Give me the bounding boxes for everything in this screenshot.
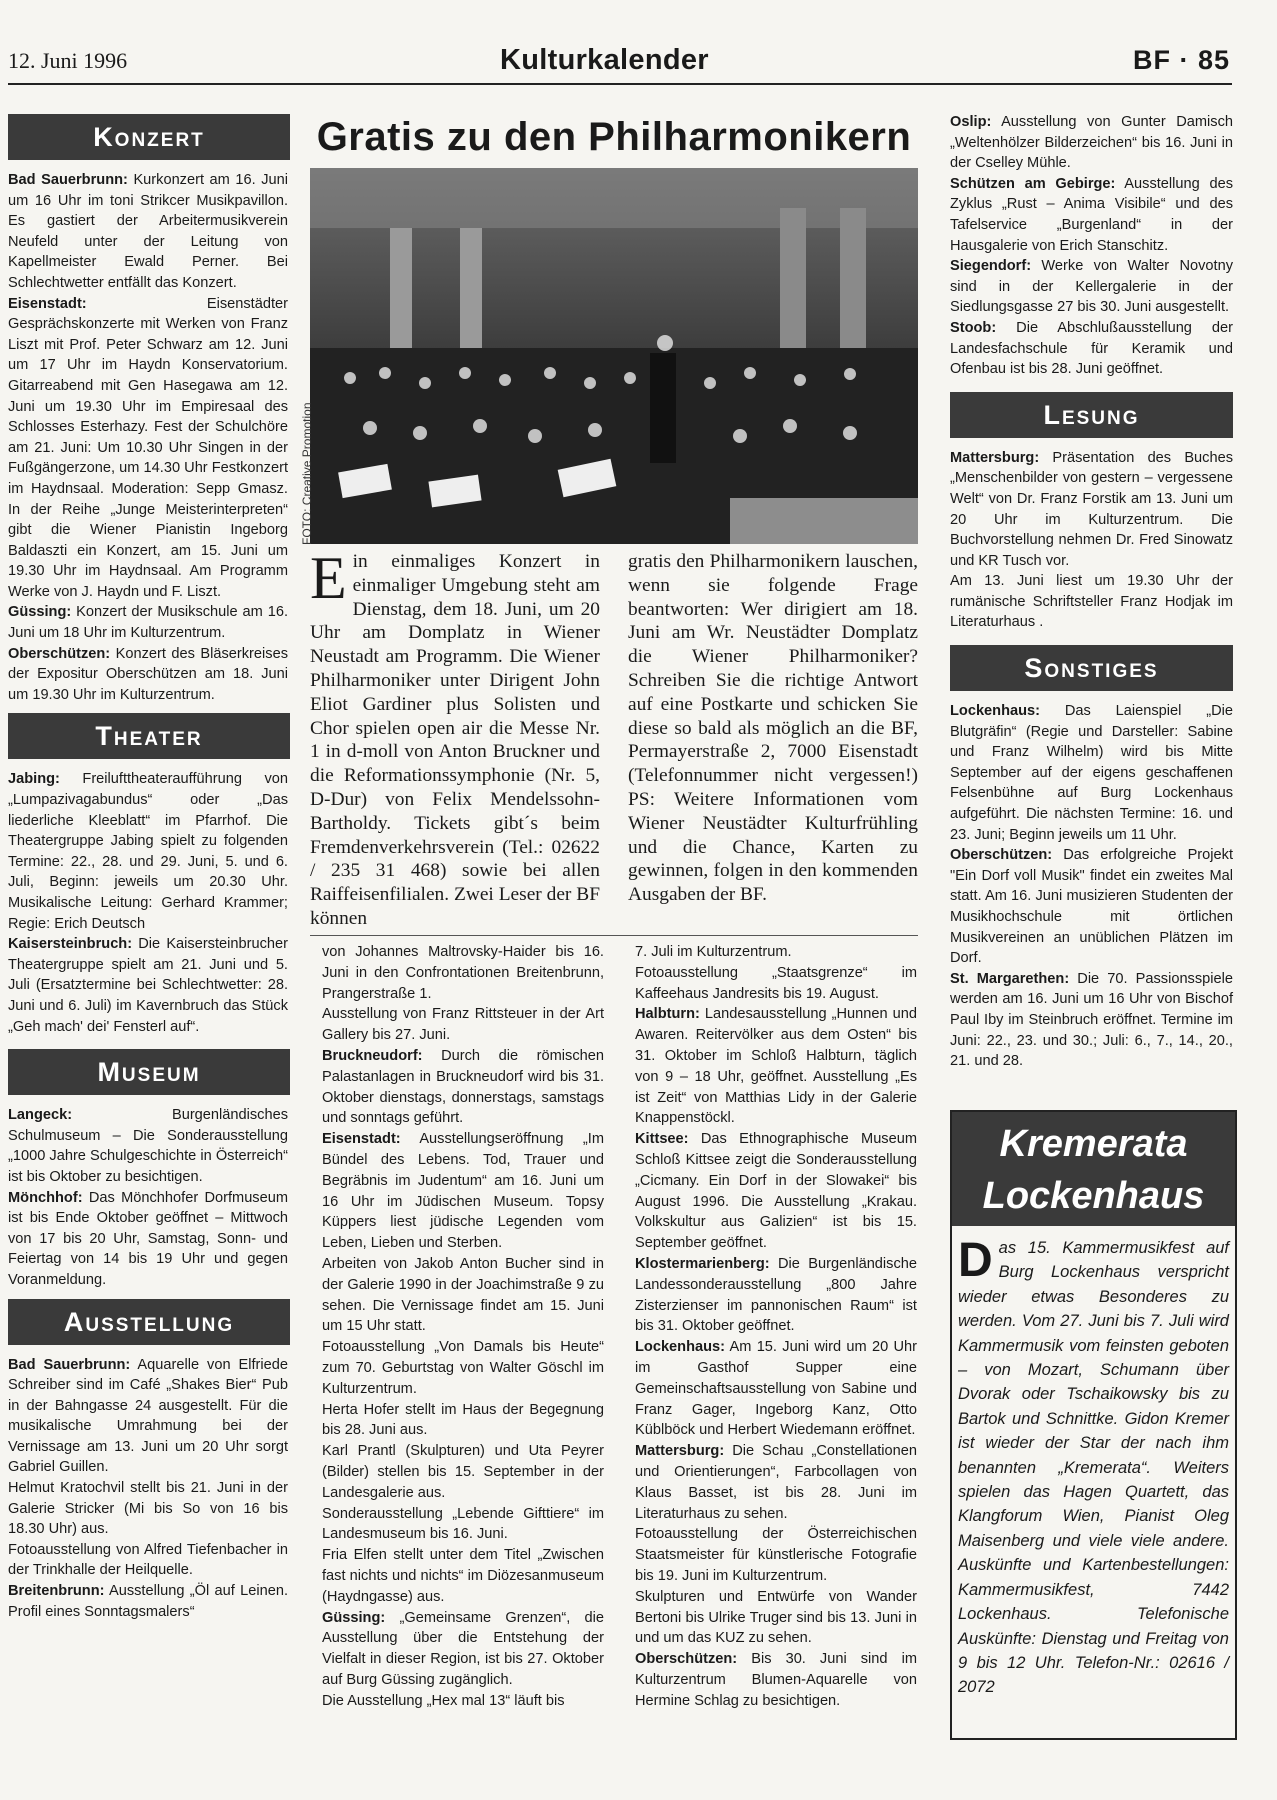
- listing-entry: [8, 1355, 288, 1479]
- listing-text: Die Ausstellung „Hex mal 13“ läuft bis: [322, 1692, 565, 1709]
- listing-text: Skulpturen und Entwürfe von Wander Bertoni bis Ulrike Truger sind bis 13. Juni in und um das KUZ zu sehen.: [635, 1588, 917, 1647]
- listing-place: Oslip:: [950, 114, 992, 130]
- article-headline: Gratis zu den Philharmonikern: [316, 115, 912, 159]
- listing-place: St. Margarethen:: [950, 970, 1070, 987]
- ausstellung-list-right: [950, 112, 1233, 380]
- listing-text: Präsentation des Buches „Menschenbilder von gestern – vergessene Welt“ von Dr. Franz Forstik am 13. Juni um 20 Uhr im Kulturzentrum. Die Buchvorstellung nehmen Dr. Fred Sinowatz und KR Tusch vor.: [950, 449, 1233, 569]
- listing-entry: [950, 571, 1233, 633]
- listing-entry: [8, 1188, 288, 1291]
- museum-list: [8, 1105, 288, 1290]
- listing-text: Am 15. Juni wird um 20 Uhr im Gasthof Supper eine Gemeinschaftsausstellung von Sabine und Franz Gager, Ingeborg Kanz, Otto Küblböck und Herbert Wiedemann eröffnet.: [635, 1339, 917, 1439]
- article-text-1: in einmaliges Konzert in einmaliger Umgebung steht am Dienstag, dem 18. Juni, um 20 Uhr am Domplatz in Wiener Neustadt am Programm. Die Wiener Philharmoniker unter Dirigent John Eliot Gardiner plus Solisten und Chor spielen open air die Messe Nr. 1 in d-moll von Anton Bruckner und die Reformationssymphonie (Nr. 5, D-Dur) von Felix Mendelssohn-Bartholdy. Tickets gibt´s beim Fremdenverkehrsverein (Tel.: 02622 / 235 31 468) sowie bei allen Raiffeisenfilialen. Zwei Leser der BF können: [310, 551, 600, 929]
- listing-text: Fotoausstellung der Österreichischen Staatsmeister für künstlerische Fotografie bis 19. Juni im Kulturzentrum.: [635, 1526, 917, 1584]
- listing-entry: [950, 318, 1233, 380]
- listing-text: Burgenländisches Schulmuseum – Die Sonderausstellung „1000 Jahre Schulgeschichte in Österreich“ ist bis Oktober zu besichtigen.: [8, 1107, 288, 1185]
- listing-text: Das Mönchhofer Dorfmuseum ist bis Ende Oktober geöffnet – Mittwoch von 17 bis 20 Uhr, Samstag, Sonn- und Feiertag von 14 bis 19 Uhr und gegen Voranmeldung.: [8, 1189, 288, 1288]
- listing-text: Helmut Kratochvil stellt bis 21. Juni in der Galerie Stricker (Mi bis So von 16 bis 18.30 Uhr) aus.: [8, 1480, 288, 1538]
- ausstellung-column-center-a: [322, 942, 604, 1711]
- listing-text: Sonderausstellung „Lebende Gifttiere“ im Landesmuseum bis 16. Juni.: [322, 1505, 604, 1543]
- column-left: [8, 114, 288, 1622]
- section-banner-lesung: Lesung: [950, 392, 1233, 438]
- listing-entry: [8, 170, 288, 294]
- konzert-list: [8, 170, 288, 705]
- page-number: BF · 85: [1132, 45, 1230, 75]
- kremerata-dropcap: D: [958, 1234, 993, 1287]
- article-text-2: gratis den Philharmonikern lauschen, wenn sie folgende Frage beantworten: Wer dirigiert am 18. Juni am Wr. Neustädter Domplatz die Wiener Philharmoniker? Schreiben Sie die richtige Antwort auf eine Postkarte und schicken Sie diese so bald als möglich an die BF, Permayerstraße 2, 7000 Eisenstadt (Telefonnummer nicht vergessen!) PS: Weitere Informationen vom Wiener Neustädter Kulturfrühling und die Chance, Karten zu gewinnen, folgen in den kommenden Ausgaben der BF.: [628, 551, 918, 906]
- listing-text: Kurkonzert am 16. Juni um 16 Uhr im toni Strikcer Musikpavillon. Es gastiert der Arbeitermusikverein Neufeld unter der Leitung von Kapellmeister Ewald Perner. Bei Schlechtwetter entfällt das Konzert.: [8, 172, 288, 291]
- listing-entry: [950, 112, 1233, 174]
- listing-text: Ausstellungseröffnung „Im Bündel des Lebens. Tod, Trauer und Begräbnis im Judentum“ am 16. Juni um 16 Uhr im Jüdischen Museum. Topsy Küppers liest jüdische Legenden vom Leben, Lieben und Sterben.: [322, 1131, 604, 1252]
- listing-place: Kittsee:: [635, 1131, 689, 1148]
- listing-entry: [8, 1478, 288, 1540]
- listing-text: „Gemeinsame Grenzen“, die Ausstellung über die Entstehung der Vielfalt in dieser Region, ist bis 27. Oktober auf Burg Güssing zugänglich.: [322, 1609, 604, 1688]
- listing-entry: [322, 942, 604, 1004]
- listing-text: von Johannes Maltrovsky-Haider bis 16. Juni in den Confrontationen Breitenbrunn, Prangerstraße 1.: [322, 944, 604, 1002]
- listing-text: Arbeiten von Jakob Anton Bucher sind in der Galerie 1990 in der Joachimstraße 9 zu sehen. Die Vernissage findet am 15. Juni um 15 Uhr statt.: [322, 1255, 604, 1335]
- ausstellung-list-left: [8, 1355, 288, 1623]
- lesung-list: [950, 448, 1233, 633]
- listing-entry: [322, 1046, 604, 1129]
- listing-entry: [950, 969, 1233, 1072]
- listing-text: Ausstellung von Franz Rittsteuer in der Art Gallery bis 27. Juni.: [322, 1006, 604, 1044]
- listing-place: Siegendorf:: [950, 258, 1032, 275]
- listing-entry: [635, 1524, 917, 1586]
- article-dropcap: E: [310, 545, 347, 611]
- listing-text: Werke von Walter Novotny sind in der Kellergalerie in der Siedlungsgasse 27 bis 30. Juni ausgestellt.: [950, 258, 1233, 316]
- listing-place: Lockenhaus:: [950, 703, 1041, 720]
- listing-entry: [8, 294, 288, 603]
- listing-entry: [635, 1587, 917, 1649]
- column-right: [950, 112, 1233, 1072]
- listing-text: Herta Hofer stellt im Haus der Begegnung bis 28. Juni aus.: [322, 1401, 604, 1439]
- issue-date: 12. Juni 1996: [8, 48, 128, 73]
- kremerata-box: [950, 1110, 1237, 1740]
- listing-text: Die Schau „Constellationen und Orientierungen“, Farbcollagen von Klaus Basset, ist bis 28. Juni im Literaturhaus zu sehen.: [635, 1443, 917, 1522]
- listing-place: Oberschützen:: [8, 645, 111, 662]
- listing-text: Die Burgenländische Landessonderausstellung „800 Jahre Zisterzienser im pannonischen Raum“ ist bis 31. Oktober geöffnet.: [635, 1255, 917, 1335]
- kremerata-title: Kremerata Lockenhaus: [952, 1112, 1235, 1226]
- listing-text: Ausstellung des Zyklus „Rust – Anima Visibile“ und des Tafelservice „Burgenland“ in der Hausgalerie von Erich Stanschitz.: [950, 175, 1233, 254]
- listing-text: Das Laienspiel „Die Blutgräfin“ (Regie und Darsteller: Sabine und Franz Wilhelm) wird bis Mitte September auf der eigens geschaffenen Felsenbühne auf Burg Lockenhaus aufgeführt. Die nächsten Termine: 16. und 23. Juni; Beginn jeweils um 11 Uhr.: [950, 703, 1233, 843]
- listing-place: Bad Sauerbrunn:: [8, 1356, 131, 1373]
- listing-place: Lockenhaus:: [635, 1339, 726, 1356]
- listing-entry: [635, 1441, 917, 1524]
- sonstiges-list: [950, 701, 1233, 1072]
- listing-place: Mönchhof:: [8, 1189, 83, 1206]
- section-banner-theater: Theater: [8, 713, 290, 759]
- listing-text: Das Ethnographische Museum Schloß Kittsee zeigt die Sonderausstellung „Cicmany. Ein Dorf in der Slowakei“ bis August 1996. Die Ausstellung „Krakau. Volkskultur aus Galizien“ ist bis 15. September geöffnet.: [635, 1131, 917, 1252]
- theater-list: [8, 769, 288, 1037]
- listing-entry: [635, 1337, 917, 1441]
- listing-entry: [8, 644, 288, 706]
- page-header: [0, 42, 1240, 84]
- listing-entry: [8, 1540, 288, 1581]
- listing-entry: [635, 1004, 917, 1129]
- listing-entry: [322, 1004, 604, 1046]
- listing-place: Schützen am Gebirge:: [950, 175, 1116, 192]
- listing-text: Die 70. Passionsspiele werden am 16. Juni um 16 Uhr von Bischof Paul Iby im Steinbruch eröffnet. Termine im Juni: 22., 23. und 30.; Juli: 6., 7., 14., 20., 21. und 28.: [950, 970, 1233, 1070]
- listing-entry: [635, 1129, 917, 1254]
- listing-entry: [950, 174, 1233, 256]
- page-title: Kulturkalender: [500, 44, 709, 76]
- listing-text: Fria Elfen stellt unter dem Titel „Zwischen fast nichts und nichts“ im Diözesanmuseum (Haydngasse) aus.: [322, 1547, 604, 1605]
- listing-entry: [635, 1649, 917, 1711]
- header-rule: [8, 83, 1232, 85]
- listing-place: Halbturn:: [635, 1006, 700, 1023]
- listing-text: Am 13. Juni liest um 19.30 Uhr der rumänische Schriftsteller Franz Hodjak im Literaturhaus .: [950, 573, 1233, 631]
- listing-place: Oberschützen:: [635, 1651, 738, 1668]
- listing-text: Fotoausstellung „Von Damals bis Heute“ zum 70. Geburtstag von Walter Göschl im Kulturzentrum.: [322, 1339, 604, 1397]
- article: [310, 114, 918, 929]
- listing-entry: [950, 845, 1233, 969]
- listing-entry: [322, 1545, 604, 1607]
- article-column-2: [628, 550, 918, 907]
- listing-place: Mattersburg:: [950, 449, 1040, 466]
- listing-text: Aquarelle von Elfriede Schreiber sind im Café „Shakes Bier“ Pub in der Bahngasse 24 ausgestellt. Für die musikalische Umrahmung bei der Vernissage am 13. Juni um 20 Uhr sorgt Gabriel Guillen.: [8, 1356, 288, 1476]
- photo-credit: FOTO: Creative Promotion: [300, 402, 314, 545]
- listing-text: Konzert der Musikschule am 16. Juni um 18 Uhr im Kulturzentrum.: [8, 604, 288, 642]
- listing-entry: [322, 1129, 604, 1254]
- listing-place: Güssing:: [322, 1609, 386, 1626]
- listing-text: Eisenstädter Gesprächskonzerte mit Werken von Franz Liszt mit Prof. Peter Schwarz am 12. Juni um 17 Uhr im Haydn Konservatorium. Gitarreabend mit Gen Hasegawa am 12. Juni um 19.30 Uhr im Empiresaal des Schlosses Esterhazy. Fest der Schulchöre am 21. Juni: Um 10.30 Uhr Singen in der Fußgängerzone, um 14.30 Uhr Festkonzert im Haydnsaal. Moderation: Sepp Gmasz. In der Reihe „Junge Meisterinterpreten“ gibt die Wiener Pianistin Ingeborg Baldaszti ein Konzert, am 15. Juni um 19.30 Uhr im Haydnsaal. Am Programm Werke von J. Haydn und F. Liszt.: [8, 295, 288, 600]
- article-column-1: [310, 545, 600, 931]
- listing-place: Stoob:: [950, 319, 997, 336]
- listing-entry: [322, 1608, 604, 1691]
- listing-place: Breitenbrunn:: [8, 1583, 105, 1600]
- listing-entry: [8, 1105, 288, 1187]
- listing-text: Karl Prantl (Skulpturen) und Uta Peyrer (Bilder) stellen bis 15. September in der Landesgalerie aus.: [322, 1443, 604, 1501]
- listing-entry: [8, 769, 288, 934]
- listing-place: Bad Sauerbrunn:: [8, 172, 128, 188]
- listing-place: Klostermarienberg:: [635, 1255, 770, 1272]
- listing-text: Das erfolgreiche Projekt "Ein Dorf voll Musik" findet ein zweites Mal statt. Am 16. Juni musizieren Studenten der Musikhochschule mit örtlichen Musikvereinen an unüblichen Plätzen im Dorf.: [950, 847, 1233, 967]
- listing-text: 7. Juli im Kulturzentrum.: [635, 944, 792, 960]
- listing-text: Die Abschlußausstellung der Landesfachschule für Keramik und Ofenbau ist bis 28. Juni geöffnet.: [950, 319, 1233, 378]
- listing-place: Jabing:: [8, 771, 60, 788]
- listing-entry: [322, 1504, 604, 1546]
- listing-entry: [8, 602, 288, 643]
- section-banner-konzert: Konzert: [8, 114, 290, 160]
- listing-place: Eisenstadt:: [322, 1131, 401, 1148]
- listing-entry: [950, 256, 1233, 318]
- section-banner-museum: Museum: [8, 1049, 290, 1095]
- listing-text: Freilufttheateraufführung von „Lumpazivagabundus“ oder „Das liederliche Kleeblatt“ im Pfarrhof. Die Theatergruppe Jabing spielt zu folgenden Termine: 22., 28. und 29. Juni, 5. und 6. Juli, Beginn: jeweils um 20.30 Uhr. Musikalische Leitung: Gerhard Krammer; Regie: Erich Deutsch: [8, 771, 288, 932]
- ausstellung-column-center-b: [635, 942, 917, 1711]
- listing-place: Kaisersteinbruch:: [8, 936, 133, 953]
- listing-place: Langeck:: [8, 1107, 73, 1124]
- listing-entry: [950, 448, 1233, 572]
- article-rule: [310, 935, 918, 936]
- listing-place: Mattersburg:: [635, 1443, 725, 1460]
- section-banner-ausstellung: Ausstellung: [8, 1299, 290, 1345]
- orchestra-photo: [310, 168, 918, 544]
- listing-text: Ausstellung „Öl auf Leinen. Profil eines Sonntagsmalers“: [8, 1583, 288, 1620]
- listing-text: Bis 30. Juni sind im Kulturzentrum Blumen-Aquarelle von Hermine Schlag zu besichtigen.: [635, 1651, 917, 1709]
- listing-entry: [635, 963, 917, 1005]
- listing-place: Oberschützen:: [950, 847, 1053, 864]
- listing-text: Fotoausstellung von Alfred Tiefenbacher in der Trinkhalle der Heilquelle.: [8, 1541, 288, 1579]
- listing-text: Konzert des Bläserkreises der Expositur Oberschützen am 18. Juni um 19.30 Uhr im Kulturzentrum.: [8, 645, 288, 703]
- listing-entry: [322, 1691, 604, 1712]
- listing-entry: [322, 1337, 604, 1399]
- orchestra-photo-illustration: [310, 168, 918, 544]
- listing-place: Bruckneudorf:: [322, 1047, 423, 1064]
- listing-entry: [635, 942, 917, 963]
- listing-entry: [322, 1254, 604, 1337]
- listing-entry: [322, 1441, 604, 1503]
- section-banner-sonstiges: Sonstiges: [950, 645, 1233, 691]
- listing-entry: [635, 1254, 917, 1337]
- listing-entry: [322, 1400, 604, 1442]
- kremerata-body: [952, 1236, 1235, 1700]
- listing-text: Fotoausstellung „Staatsgrenze“ im Kaffeehaus Jandresits bis 19. August.: [635, 964, 917, 1002]
- listing-place: Güssing:: [8, 604, 72, 621]
- listing-text: Ausstellung von Gunter Damisch „Weltenhölzer Bilderzeichen“ bis 16. Juni in der Cselley Mühle.: [950, 114, 1233, 172]
- listing-text: Landesausstellung „Hunnen und Awaren. Reitervölker aus dem Osten“ bis 31. Oktober im Schloß Halbturn, täglich von 9 – 18 Uhr, geöffnet. Ausstellung „Es ist Zeit“ von Matthias Lidy in der Galerie Knappenstöckl.: [635, 1006, 917, 1127]
- listing-place: Eisenstadt:: [8, 295, 87, 312]
- listing-text: Die Kaisersteinbrucher Theatergruppe spielt am 21. Juni und 5. Juli (Ersatztermine bei Schlechtwetter: 28. Juni und 6. Juli) im Kavernbruch das Stück „Geh mach' dei' Fensterl auf“.: [8, 936, 288, 1035]
- listing-entry: [8, 934, 288, 1037]
- listing-entry: [950, 701, 1233, 845]
- kremerata-text: as 15. Kammermusikfest auf Burg Lockenhaus verspricht wieder etwas Besonderes zu werden. Vom 27. Juni bis 7. Juli wird Kammermusik vom feinsten geboten – von Mozart, Schumann über Dvorak oder Tschaikowsky bis zu Bartok und Schnittke. Gidon Kremer ist wieder der Star der nach ihm benannten „Kremerata“. Weiters spielen das Hagen Quartett, das Klangforum Wien, Pianist Oleg Maisenberg und viele viele andere. Auskünfte und Kartenbestellungen: Kammermusikfest, 7442 Lockenhaus. Telefonische Auskünfte: Dienstag und Freitag von 9 bis 12 Uhr. Telefon-Nr.: 02616 / 2072: [958, 1239, 1229, 1697]
- listing-text: Durch die römischen Palastanlagen in Bruckneudorf wird bis 31. Oktober dienstags, donnerstags, samstags und sonntags geführt.: [322, 1047, 604, 1127]
- listing-entry: [8, 1581, 288, 1622]
